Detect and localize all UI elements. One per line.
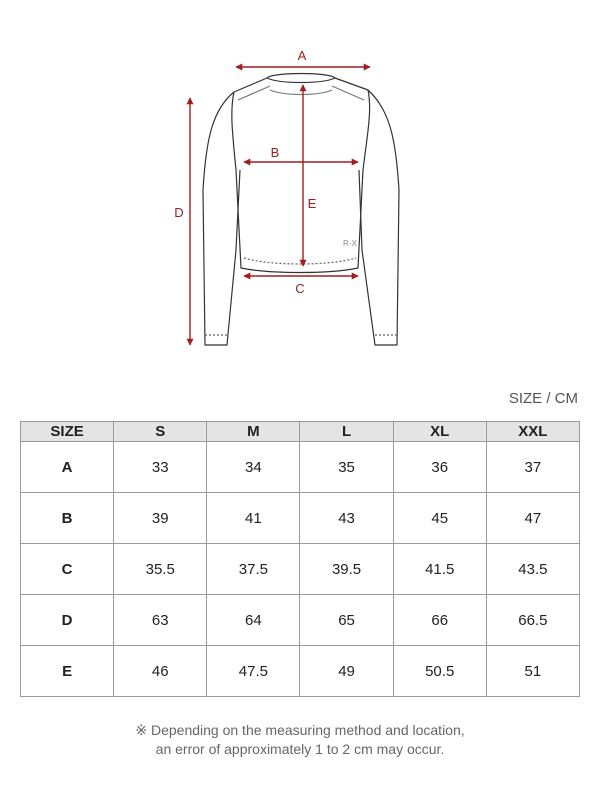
table-cell: 47.5 [207,646,300,697]
table-cell: 65 [300,595,393,646]
brand-logo: R-X [343,239,357,248]
table-cell: 36 [393,442,486,493]
unit-label: SIZE / CM [508,390,578,407]
note-line-2: an error of approximately 1 to 2 cm may occur. [155,741,445,757]
table-cell: 35.5 [114,544,207,595]
table-cell: 47 [486,493,579,544]
table-row [21,646,580,697]
table-cell: 34 [207,442,300,493]
garment-measurement-diagram [0,0,600,370]
measure-c-label: C [295,281,305,296]
measure-b-label: B [270,145,280,160]
table-cell: 50.5 [393,646,486,697]
row-label: C [21,544,114,595]
table-cell: 63 [114,595,207,646]
table-cell: 45 [393,493,486,544]
table-cell: 46 [114,646,207,697]
size-chart-table [20,421,580,697]
table-row [21,595,580,646]
table-cell: 41.5 [393,544,486,595]
table-cell: 39.5 [300,544,393,595]
header-s: S [114,422,207,442]
table-cell: 41 [207,493,300,544]
row-label: A [21,442,114,493]
header-xl: XL [393,422,486,442]
table-cell: 66 [393,595,486,646]
header-size: SIZE [21,422,114,442]
table-cell: 43.5 [486,544,579,595]
measurement-note [0,721,600,759]
long-sleeve-shirt-outline [203,74,399,346]
table-cell: 51 [486,646,579,697]
measure-a-label: A [297,48,307,63]
measure-d-label: D [174,205,184,220]
table-header-row [21,422,580,442]
table-cell: 64 [207,595,300,646]
table-cell: 37.5 [207,544,300,595]
header-l: L [300,422,393,442]
table-cell: 43 [300,493,393,544]
table-row [21,442,580,493]
note-line-1: ※ Depending on the measuring method and location, [135,722,465,738]
row-label: B [21,493,114,544]
table-cell: 49 [300,646,393,697]
table-cell: 37 [486,442,579,493]
table-row [21,493,580,544]
table-cell: 66.5 [486,595,579,646]
table-cell: 39 [114,493,207,544]
row-label: D [21,595,114,646]
row-label: E [21,646,114,697]
table-cell: 35 [300,442,393,493]
header-xxl: XXL [486,422,579,442]
measure-e-label: E [307,196,317,211]
header-m: M [207,422,300,442]
table-cell: 33 [114,442,207,493]
table-row [21,544,580,595]
